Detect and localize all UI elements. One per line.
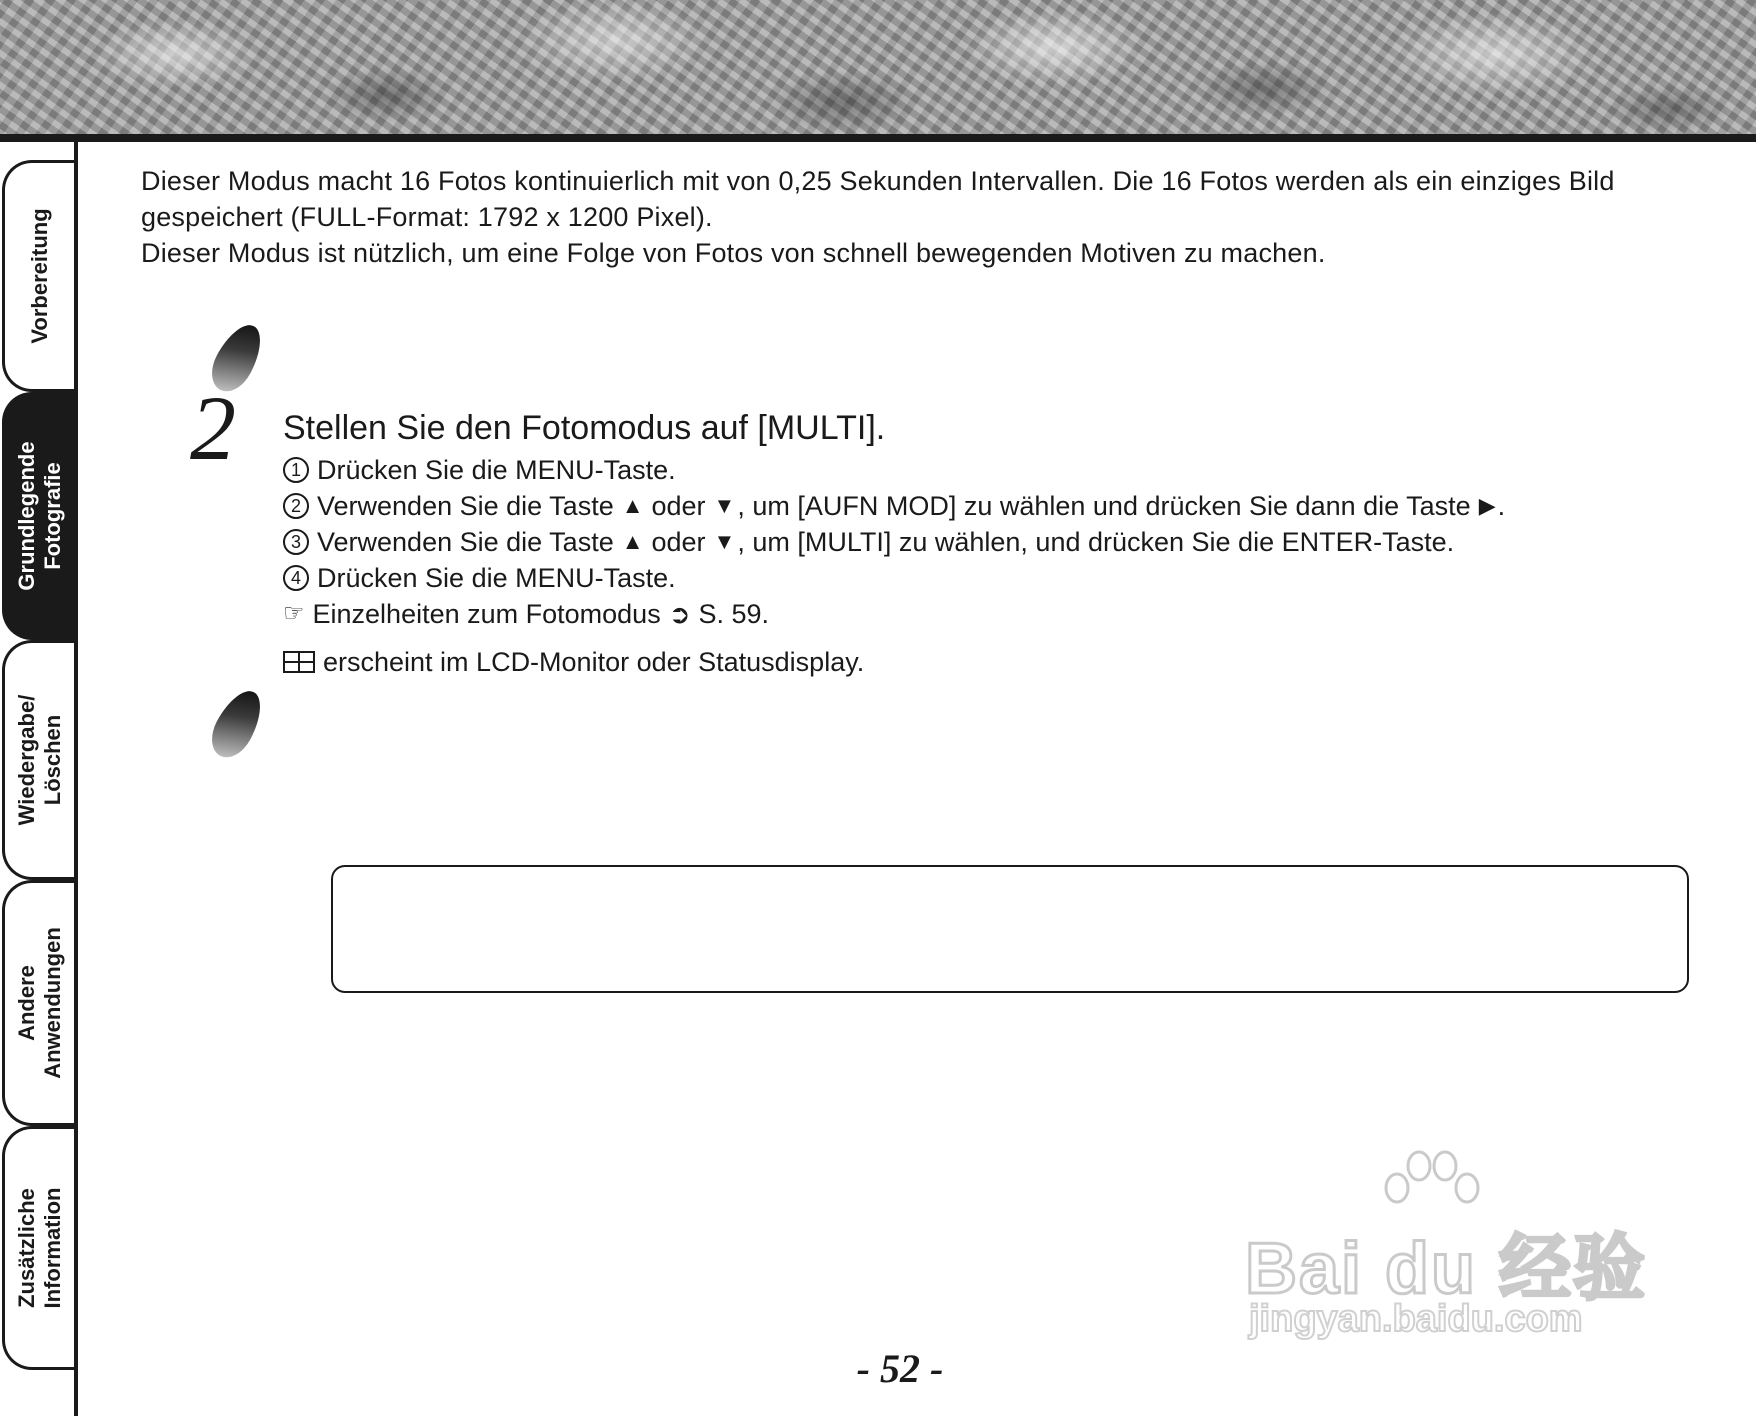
reference-text: Einzelheiten zum Fotomodus <box>312 599 661 629</box>
triangle-down-icon: ▼ <box>713 529 736 554</box>
list-item <box>283 452 1703 488</box>
pointing-hand-icon: ☞ <box>283 600 305 627</box>
intro-paragraph: Dieser Modus ist nützlich, um eine Folge von Fotos von schnell bewegenden Motiven zu machen. <box>141 238 1326 268</box>
reference-page: S. 59. <box>698 599 770 629</box>
circled-number: 2 <box>283 493 309 519</box>
tab-label: Andere <box>13 965 39 1041</box>
substep-list <box>283 452 1703 632</box>
arrow-icon: ➲ <box>668 599 691 629</box>
step-marker-leaf-icon <box>203 683 270 764</box>
tab-label: Zusätzliche <box>13 1188 39 1308</box>
header-texture-banner <box>0 0 1756 136</box>
triangle-up-icon: ▲ <box>621 493 644 518</box>
circled-number: 3 <box>283 529 309 555</box>
note-box <box>331 865 1689 993</box>
baidu-watermark <box>1245 1150 1655 1350</box>
tab-wiedergabe-loeschen[interactable] <box>2 640 74 880</box>
substep-text: oder <box>651 527 706 557</box>
tab-label: Löschen <box>39 714 65 806</box>
substep-text: oder <box>651 491 706 521</box>
tab-grundlegende-fotografie[interactable] <box>2 392 74 640</box>
substep-text: Verwenden Sie die Taste <box>317 491 614 521</box>
tab-label: Vorbereitung <box>26 208 52 344</box>
page-reference[interactable] <box>283 596 1703 632</box>
circled-number: 4 <box>283 565 309 591</box>
triangle-up-icon: ▲ <box>621 529 644 554</box>
intro-paragraph: Dieser Modus macht 16 Fotos kontinuierlich mit von 0,25 Sekunden Intervallen. Die 16 Fotos werden als ein einziges Bild gespeichert (FULL-Format: 1792 x 1200 Pixel). <box>141 166 1615 232</box>
intro-text <box>141 163 1701 271</box>
result-note-text: erscheint im LCD-Monitor oder Statusdisplay. <box>323 647 865 677</box>
tab-andere-anwendungen[interactable] <box>2 880 74 1126</box>
substep-text: , um [AUFN MOD] zu wählen und drücken Sie dann die Taste <box>737 491 1471 521</box>
watermark-logo-text: Bai du 经验 <box>1245 1229 1648 1309</box>
tab-label: Fotografie <box>39 462 65 570</box>
tab-vorbereitung[interactable] <box>2 160 74 392</box>
list-item <box>283 560 1703 596</box>
multi-mode-icon <box>283 651 315 673</box>
page-number: - 52 - <box>856 1346 944 1391</box>
tab-label: Grundlegende <box>13 441 39 591</box>
result-note <box>283 644 864 680</box>
sidebar-rule <box>74 142 78 1416</box>
tab-zusaetzliche-information[interactable] <box>2 1126 74 1370</box>
triangle-down-icon: ▼ <box>713 493 736 518</box>
substep-text: Drücken Sie die MENU-Taste. <box>317 455 676 485</box>
substep-text: . <box>1497 491 1506 521</box>
tab-label: Information <box>39 1187 65 1309</box>
step-number: 2 <box>190 377 236 479</box>
list-item <box>283 488 1703 524</box>
substep-text: , um [MULTI] zu wählen, und drücken Sie die ENTER-Taste. <box>737 527 1455 557</box>
substep-text: Verwenden Sie die Taste <box>317 527 614 557</box>
circled-number: 1 <box>283 457 309 483</box>
watermark-url: jingyan.baidu.com <box>1249 1298 1583 1340</box>
step-title: Stellen Sie den Fotomodus auf [MULTI]. <box>283 409 886 447</box>
tab-label: Wiedergabe/ <box>13 694 39 826</box>
header-rule <box>0 134 1756 142</box>
list-item <box>283 524 1703 560</box>
tab-label: Anwendungen <box>39 927 65 1079</box>
substep-text: Drücken Sie die MENU-Taste. <box>317 563 676 593</box>
triangle-right-icon: ▶ <box>1478 493 1496 518</box>
